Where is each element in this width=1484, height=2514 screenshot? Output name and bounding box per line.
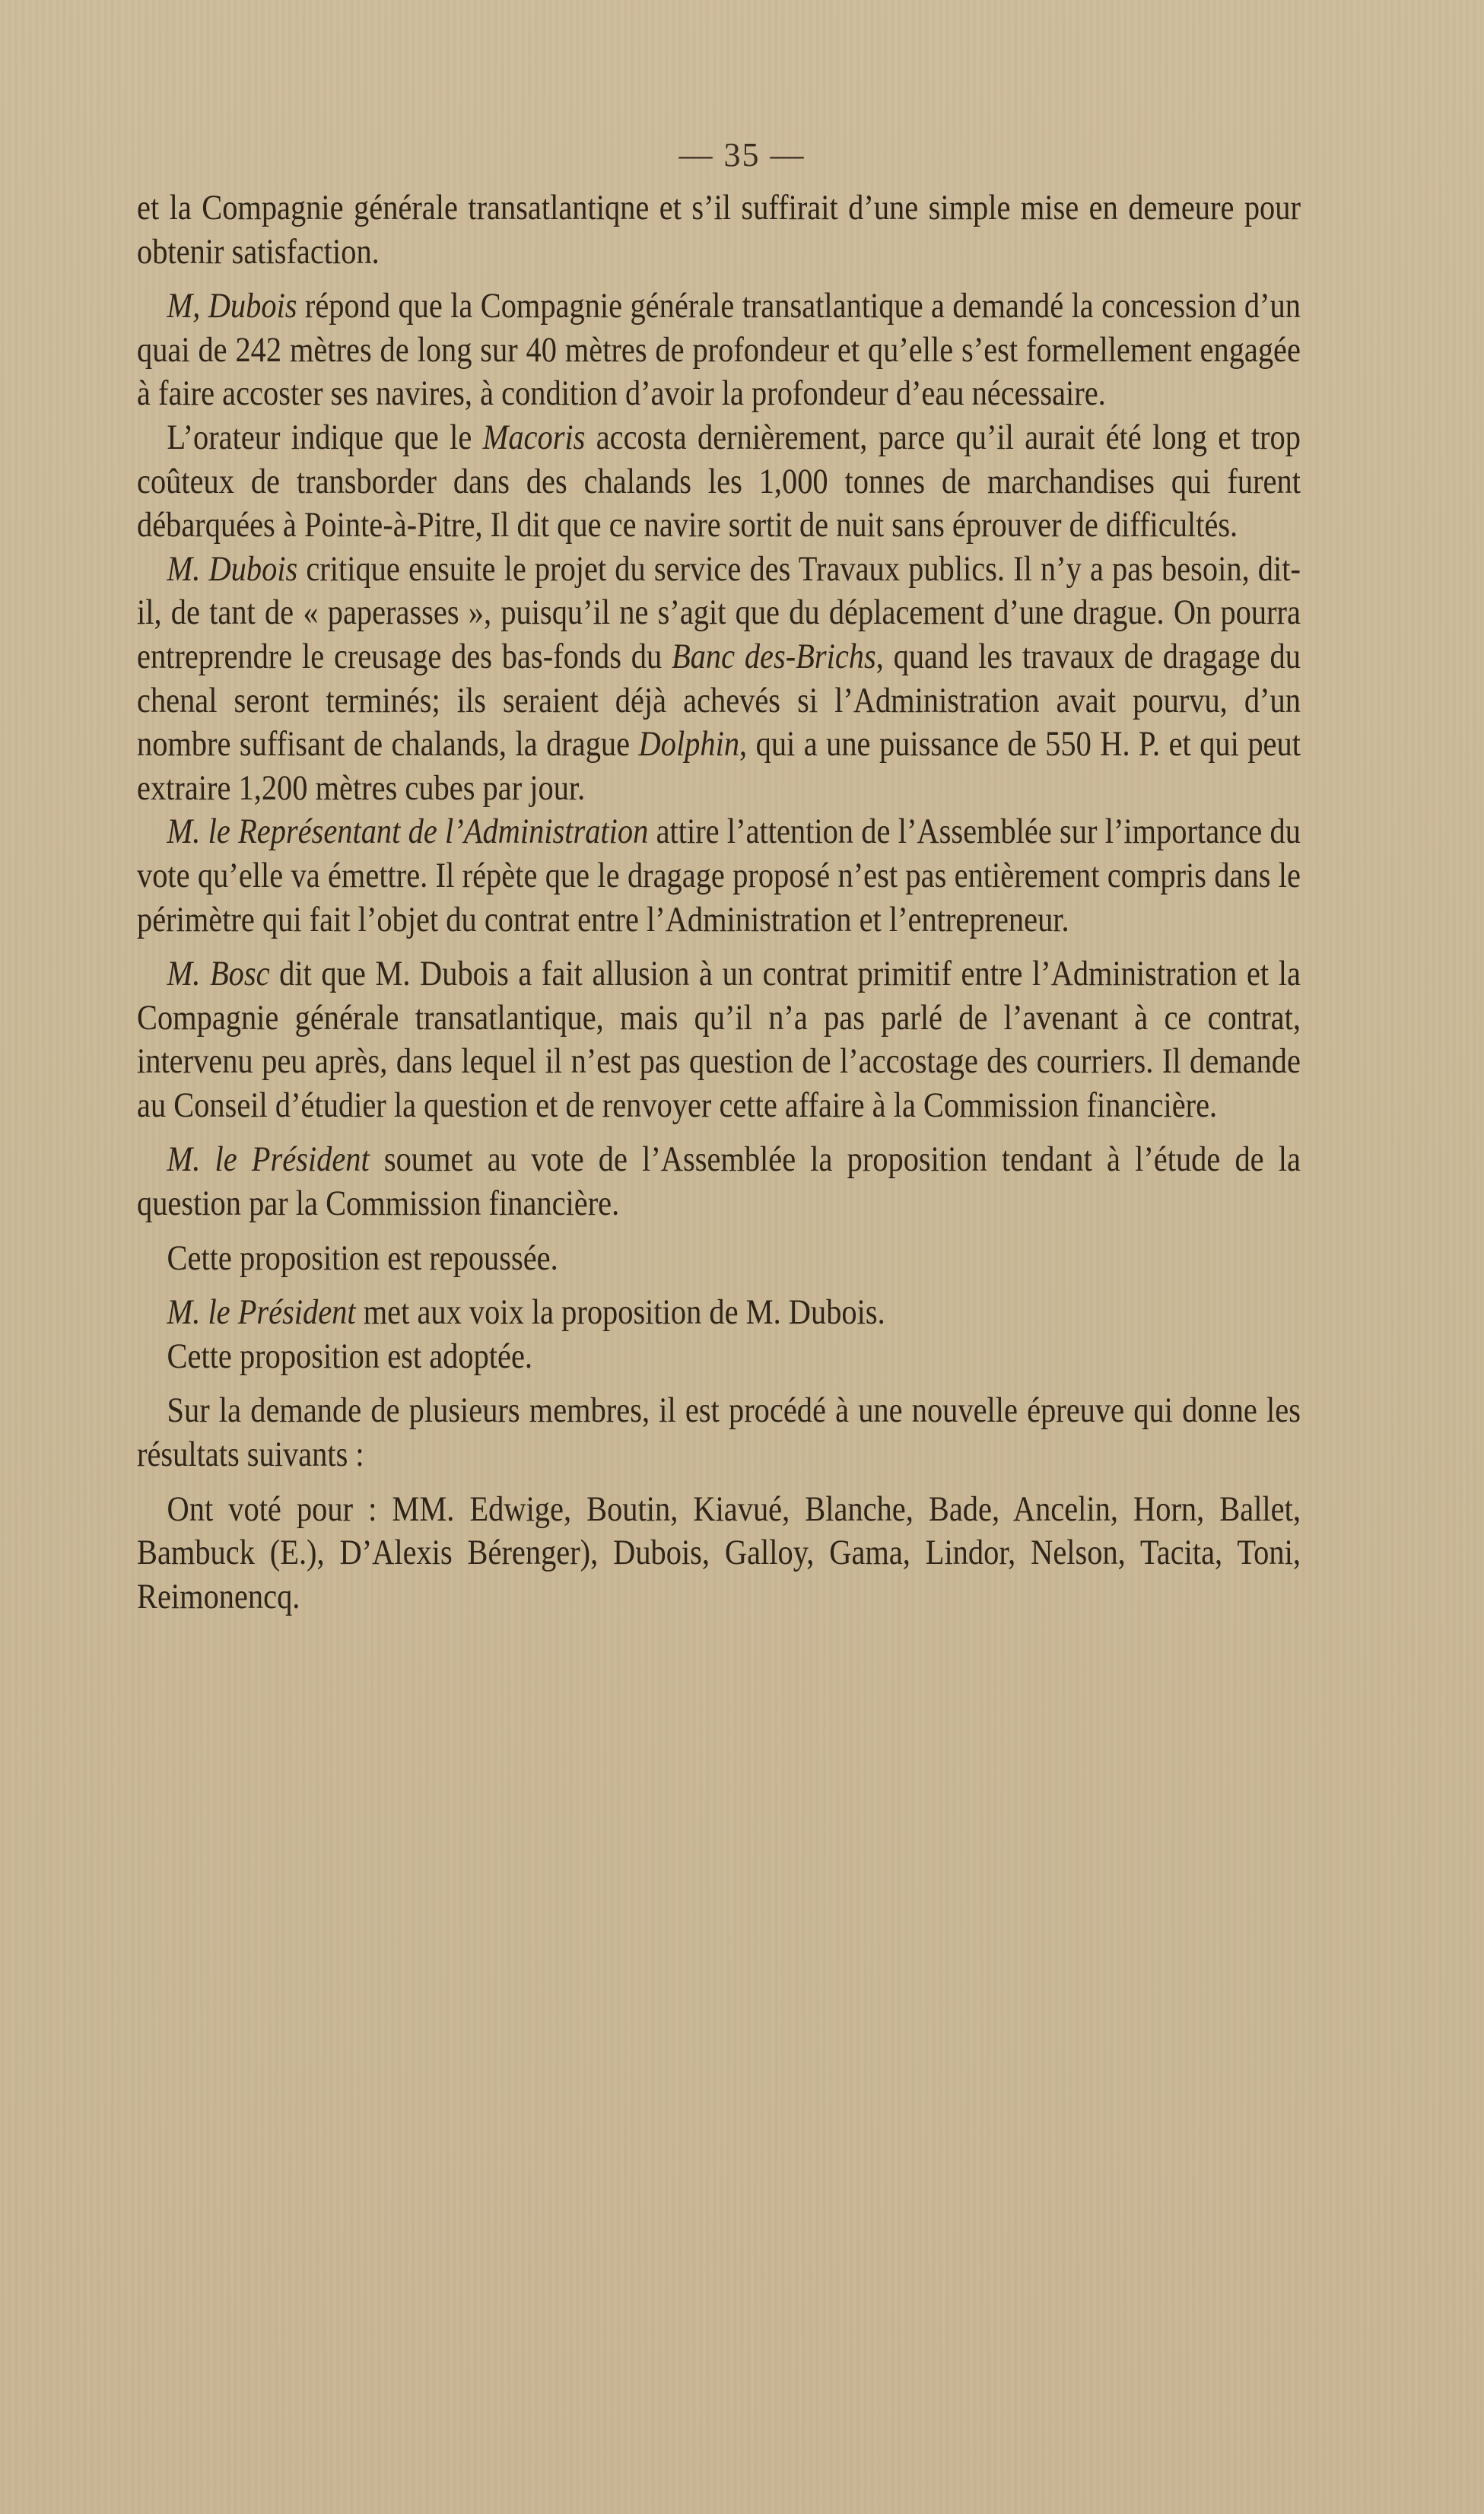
paragraph-text: Ont voté pour : MM. Edwige, Boutin, Kiavué, Blanche, Bade, Ancelin, Horn, Ballet, Bambuck (E.), D’Alexis Bérenger), Dubois, Galloy, Gama, Lindor, Nelson, Tacita, Toni, Reimonencq. <box>137 1489 1301 1616</box>
paragraph-president-vote <box>137 1138 1301 1225</box>
speaker-name: M. Bosc <box>167 954 270 994</box>
paragraph-text: Sur la demande de plusieurs membres, il est procédé à une nouvelle épreuve qui donne les résultats suivants : <box>137 1390 1301 1475</box>
speaker-name: M. Dubois <box>167 548 298 589</box>
paragraph-dubois-critique <box>137 548 1301 811</box>
paragraph-bosc <box>137 952 1301 1127</box>
paragraph-text: et la Compagnie générale transatlantiqne et s’il suffirait d’une simple mise en demeure pour obtenir satisfaction. <box>137 188 1301 272</box>
body-text-column <box>137 186 1301 1619</box>
paragraph-text: Cette proposition est repoussée. <box>167 1238 558 1278</box>
paragraph-text: attire l’attention de l’Assemblée sur l’importance du vote qu’elle va émettre. Il répète que le dragage proposé n’est pas entièrement compris dans le périmètre qui fait l’objet du contrat entre l’Administration et l’entrepreneur. <box>137 812 1301 939</box>
paragraph-text: critique ensuite le projet du service des Travaux publics. Il n’y a pas besoin, dit-il, de tant de « paperasses », puisqu’il ne s’agit que du déplacement d’une drague. On pourra entreprendre le creusage des bas-fonds du <box>137 548 1301 676</box>
place-name: Banc des-Brichs <box>671 636 876 676</box>
paragraph-orateur <box>137 416 1301 548</box>
paragraph-text: accosta dernièrement, parce qu’il aurait été long et trop coûteux de transborder dans des chalands les 1,000 tonnes de marchandises qui furent débarquées à Pointe-à-Pitre, Il dit que ce navire sortit de nuit sans éprouver de difficultés. <box>137 417 1301 545</box>
paragraph-text: met aux voix la proposition de M. Dubois. <box>355 1292 885 1333</box>
paragraph-representant <box>137 810 1301 942</box>
speaker-name: M. le Représentant de l’Administration <box>167 812 649 852</box>
paragraph-text: , qui a une puissance de 550 H. P. et qui peut extraire 1,200 mètres cubes par jour. <box>137 724 1301 808</box>
page-header <box>0 135 1484 181</box>
paragraph-new-vote <box>137 1389 1301 1476</box>
paragraph-result-rejected <box>137 1237 1301 1281</box>
ship-name: Dolphin <box>638 724 740 764</box>
speaker-name: M. le Président <box>167 1292 356 1333</box>
paragraph-text: répond que la Compagnie générale transatlantique a demandé la concession d’un quai de 242 mètres de long sur 40 mètres de profondeur et qu’elle s’est formellement engagée à faire accoster ses navires, à condition d’avoir la profondeur d’eau nécessaire. <box>137 286 1301 414</box>
speaker-name: M, Dubois <box>167 286 297 326</box>
paragraph-text: L’orateur indique que le <box>167 417 483 457</box>
page-number: — 35 — <box>678 136 806 173</box>
paragraph-continuation <box>137 186 1301 274</box>
paragraph-president-dubois <box>137 1291 1301 1335</box>
paragraph-voters-list <box>137 1488 1301 1619</box>
paragraph-dubois-reply <box>137 284 1301 416</box>
ship-name: Macoris <box>482 417 586 457</box>
paragraph-text: , quand les travaux de dragage du chenal seront terminés; ils seraient déjà achevés si l’Administration avait pourvu, d’un nombre suffisant de chalands, la drague <box>137 636 1301 764</box>
paragraph-result-adopted <box>137 1335 1301 1379</box>
document-body <box>137 186 1301 1619</box>
paragraph-text: Cette proposition est adoptée. <box>167 1336 533 1376</box>
paragraph-text: soumet au vote de l’Assemblée la proposition tendant à l’étude de la question par la Commission financière. <box>137 1139 1301 1224</box>
paragraph-text: dit que M. Dubois a fait allusion à un contrat primitif entre l’Administration et la Compagnie générale transatlantique, mais qu’il n’a pas parlé de l’avenant à ce contrat, intervenu peu après, dans lequel il n’est pas question de l’accostage des courriers. Il demande au Conseil d’étudier la question et de renvoyer cette affaire à la Commission financière. <box>137 954 1301 1125</box>
speaker-name: M. le Président <box>167 1139 370 1180</box>
